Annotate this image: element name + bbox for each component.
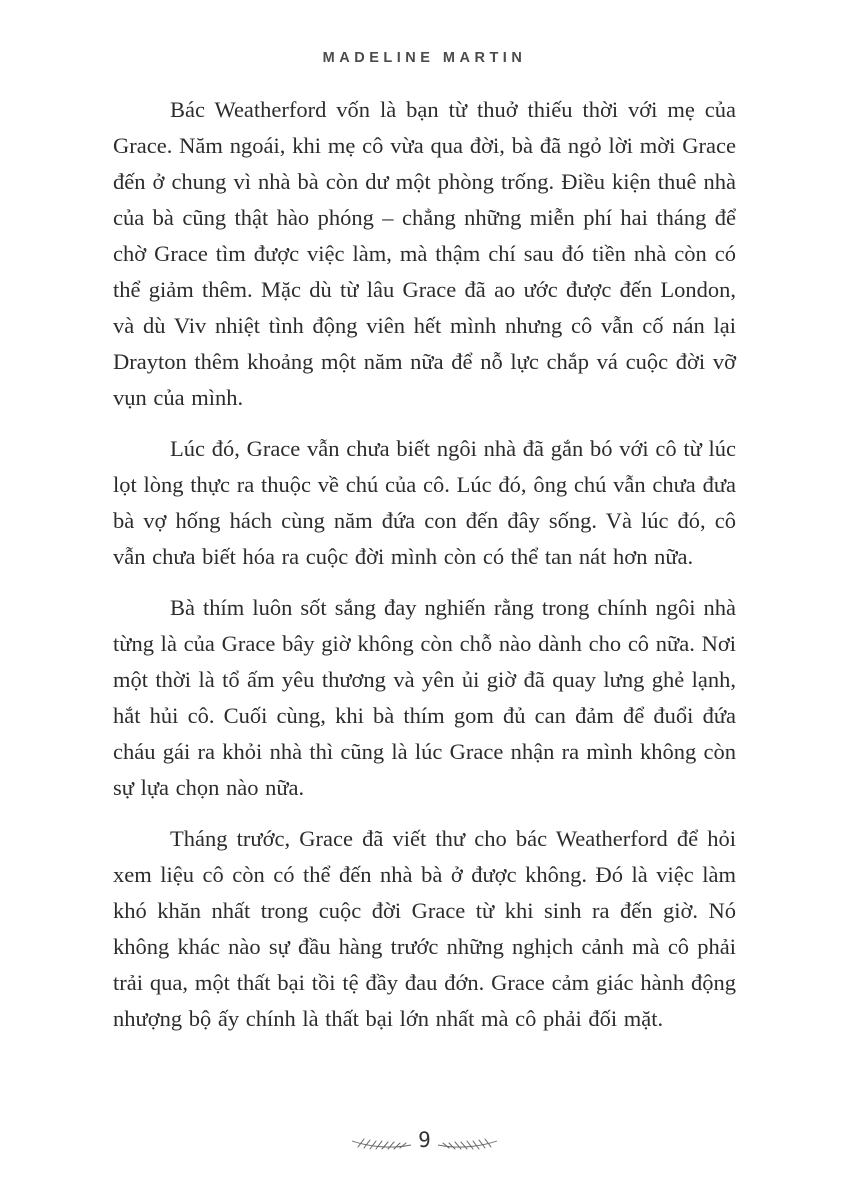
running-header: MADELINE MARTIN bbox=[322, 50, 527, 66]
paragraph: Bà thím luôn sốt sắng đay nghiến rằng trong chính ngôi nhà từng là của Grace bây giờ không còn chỗ nào dành cho cô nữa. Nơi một thời là tổ ấm yêu thương và yên ủi giờ đã quay lưng ghẻ lạnh, hắt hủi cô. Cuối cùng, khi bà thím gom đủ can đảm để đuổi đứa cháu gái ra khỏi nhà thì cũng là lúc Grace nhận ra mình không còn sự lựa chọn nào nữa. bbox=[113, 595, 736, 800]
page-number: 9 bbox=[418, 1128, 431, 1152]
paragraph: Lúc đó, Grace vẫn chưa biết ngôi nhà đã gắn bó với cô từ lúc lọt lòng thực ra thuộc về chú của cô. Lúc đó, ông chú vẫn chưa đưa bà vợ hống hách cùng năm đứa con đến đây sống. Và lúc đó, cô vẫn chưa biết hóa ra cuộc đời mình còn có thể tan nát hơn nữa. bbox=[113, 436, 736, 569]
page-body bbox=[113, 92, 736, 1037]
paragraph: Tháng trước, Grace đã viết thư cho bác Weatherford để hỏi xem liệu cô còn có thể đến nhà bà ở được không. Đó là việc làm khó khăn nhất trong cuộc đời Grace từ khi sinh ra đến giờ. Nó không khác nào sự đầu hàng trước những nghịch cảnh mà cô phải trải qua, một thất bại tồi tệ đầy đau đớn. Grace cảm giác hành động nhượng bộ ấy chính là thất bại lớn nhất mà cô phải đối mặt. bbox=[113, 826, 736, 1031]
paragraph: Bác Weatherford vốn là bạn từ thuở thiếu thời với mẹ của Grace. Năm ngoái, khi mẹ cô vừa qua đời, bà đã ngỏ lời mời Grace đến ở chung vì nhà bà còn dư một phòng trống. Điều kiện thuê nhà của bà cũng thật hào phóng – chẳng những miễn phí hai tháng để chờ Grace tìm được việc làm, mà thậm chí sau đó tiền nhà còn có thể giảm thêm. Mặc dù từ lâu Grace đã ao ước được đến London, và dù Viv nhiệt tình động viên hết mình nhưng cô vẫn cố nán lại Drayton thêm khoảng một năm nữa để nỗ lực chắp vá cuộc đời vỡ vụn của mình. bbox=[113, 97, 736, 410]
laurel-spray-left-icon bbox=[350, 1136, 412, 1157]
laurel-spray-right-icon bbox=[437, 1136, 499, 1157]
page-footer bbox=[0, 1128, 849, 1158]
